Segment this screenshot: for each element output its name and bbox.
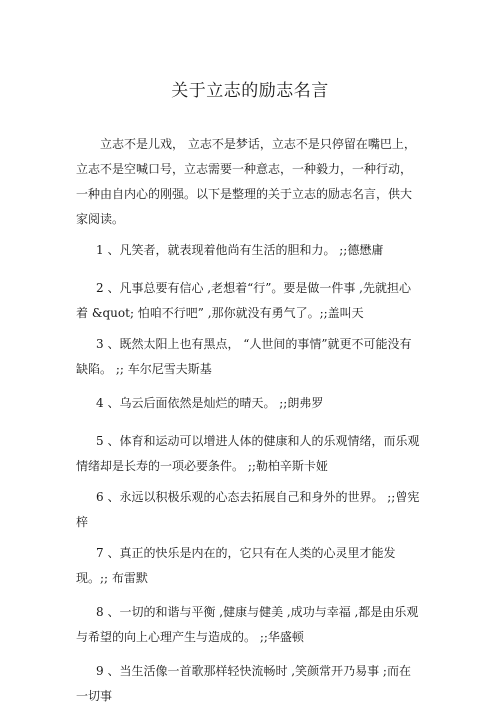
document-title: 关于立志的励志名言 — [171, 81, 329, 101]
quote-item-7: 7 、真正的快乐是内在的，它只有在人类的心灵里才能发现。;; 布雷默 — [76, 546, 396, 585]
quote-item-2: 2 、凡事总要有信心 ,老想着“行”。要是做一件事 ,先就担心着 &quot; 怕咱不行吧” ,那你就没有勇气了。;;盖叫天 — [76, 281, 411, 320]
quote-item-1: 1 、凡笑者，就表现着他尚有生活的胆和力。 ;;德懋庸 — [96, 243, 384, 257]
quote-item-6: 6 、永远以积极乐观的心态去拓展自己和身外的世界。 ;;曾宪梓 — [76, 490, 420, 529]
document-body — [76, 132, 422, 709]
quote-item-9: 9 、当生活像一首歌那样轻快流畅时 ,笑颜常开乃易事 ;而在一切事 — [76, 664, 411, 703]
quote-item-8: 8 、一切的和谐与平衡 ,健康与健美 ,成功与幸福 ,都是由乐观与希望的向上心理产生与造成的。 ;;华盛顿 — [76, 605, 419, 644]
quote-item-4: 4 、乌云后面依然是灿烂的晴天。 ;;朗弗罗 — [96, 396, 324, 410]
intro-paragraph: 立志不是儿戏， 立志不是梦话，立志不是只停留在嘴巴上，立志不是空喊口号，立志需要一种意志，一种毅力，一种行动，一种由自内心的刚强。以下是整理的关于立志的励志名言，供大家阅读。 — [76, 137, 416, 226]
quote-item-3: 3 、既然太阳上也有黑点， “人世间的事情”就更不可能没有缺陷。 ;; 车尔尼雪夫斯基 — [76, 337, 412, 376]
quote-item-5: 5 、体育和运动可以增进人体的健康和人的乐观情绪，而乐观情绪却是长寿的一项必要条件。 ;;勒柏辛斯卡娅 — [76, 434, 420, 473]
